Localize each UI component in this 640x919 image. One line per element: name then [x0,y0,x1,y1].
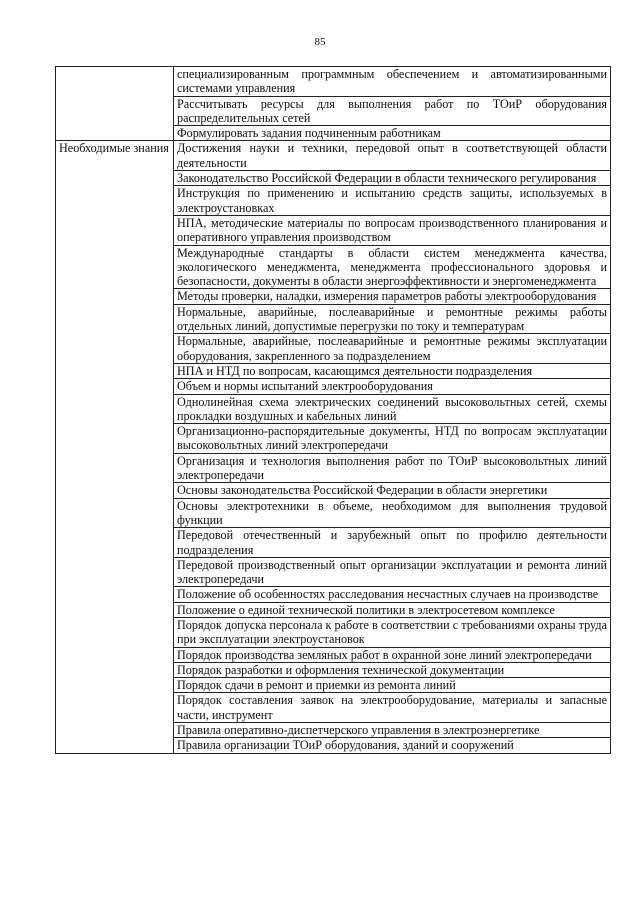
row-text: Инструкция по применению и испытанию средств защиты, используемых в электроустановках [174,186,611,216]
table-row [56,141,611,171]
row-text: Порядок производства земляных работ в охранной зоне линий электропередачи [174,647,611,662]
table-row [56,67,611,97]
row-label: Необходимые знания [56,141,174,753]
row-text: Передовой производственный опыт организации эксплуатации и ремонта линий электропередачи [174,557,611,587]
row-text: Объем и нормы испытаний электрооборудования [174,379,611,394]
row-text: Порядок составления заявок на электрооборудование, материалы и запасные части, инструмент [174,693,611,723]
page-number: 85 [314,36,326,48]
row-text: НПА и НТД по вопросам, касающимся деятельности подразделения [174,363,611,378]
row-text: Положение о единой технической политики в электросетевом комплексе [174,602,611,617]
row-text: Порядок разработки и оформления технической документации [174,662,611,677]
row-text: Порядок сдачи в ремонт и приемки из ремонта линий [174,678,611,693]
row-text: Международные стандарты в области систем менеджмента качества, экологического менеджмента, менеджмента профессионального здоровья и безопасности, документы в области энергоэффективности и энергоменеджмента [174,245,611,289]
row-text: Однолинейная схема электрических соединений высоковольтных сетей, схемы прокладки воздушных и кабельных линий [174,394,611,424]
row-text: Порядок допуска персонала к работе в соответствии с требованиями охраны труда при эксплуатации электроустановок [174,617,611,647]
row-text: Основы законодательства Российской Федерации в области энергетики [174,483,611,498]
row-text: Основы электротехники в объеме, необходимом для выполнения трудовой функции [174,498,611,528]
row-text: НПА, методические материалы по вопросам производственного планирования и оперативного управления производством [174,215,611,245]
row-text: Нормальные, аварийные, послеаварийные и ремонтные режимы эксплуатации оборудования, закрепленного за подразделением [174,334,611,364]
row-text: Рассчитывать ресурсы для выполнения работ по ТОиР оборудования распределительных сетей [174,96,611,126]
row-text: Организация и технология выполнения работ по ТОиР высоковольтных линий электропередачи [174,453,611,483]
row-text: Формулировать задания подчиненным работникам [174,126,611,141]
row-text: специализированным программным обеспечением и автоматизированными системами управления [174,67,611,97]
row-text: Достижения науки и техники, передовой опыт в соответствующей области деятельности [174,141,611,171]
row-text: Правила оперативно-диспетчерского управления в электроэнергетике [174,723,611,738]
requirements-table [55,66,611,754]
row-text: Правила организации ТОиР оборудования, зданий и сооружений [174,738,611,753]
table-body [56,67,611,754]
row-text: Методы проверки, наладки, измерения параметров работы электрооборудования [174,289,611,304]
row-label [56,67,174,141]
row-text: Передовой отечественный и зарубежный опыт по профилю деятельности подразделения [174,528,611,558]
row-text: Положение об особенностях расследования несчастных случаев на производстве [174,587,611,602]
row-text: Законодательство Российской Федерации в области технического регулирования [174,171,611,186]
row-text: Нормальные, аварийные, послеаварийные и ремонтные режимы работы отдельных линий, допустимые перегрузки по току и температурам [174,304,611,334]
row-text: Организационно-распорядительные документы, НТД по вопросам эксплуатации высоковольтных линий электропередачи [174,424,611,454]
